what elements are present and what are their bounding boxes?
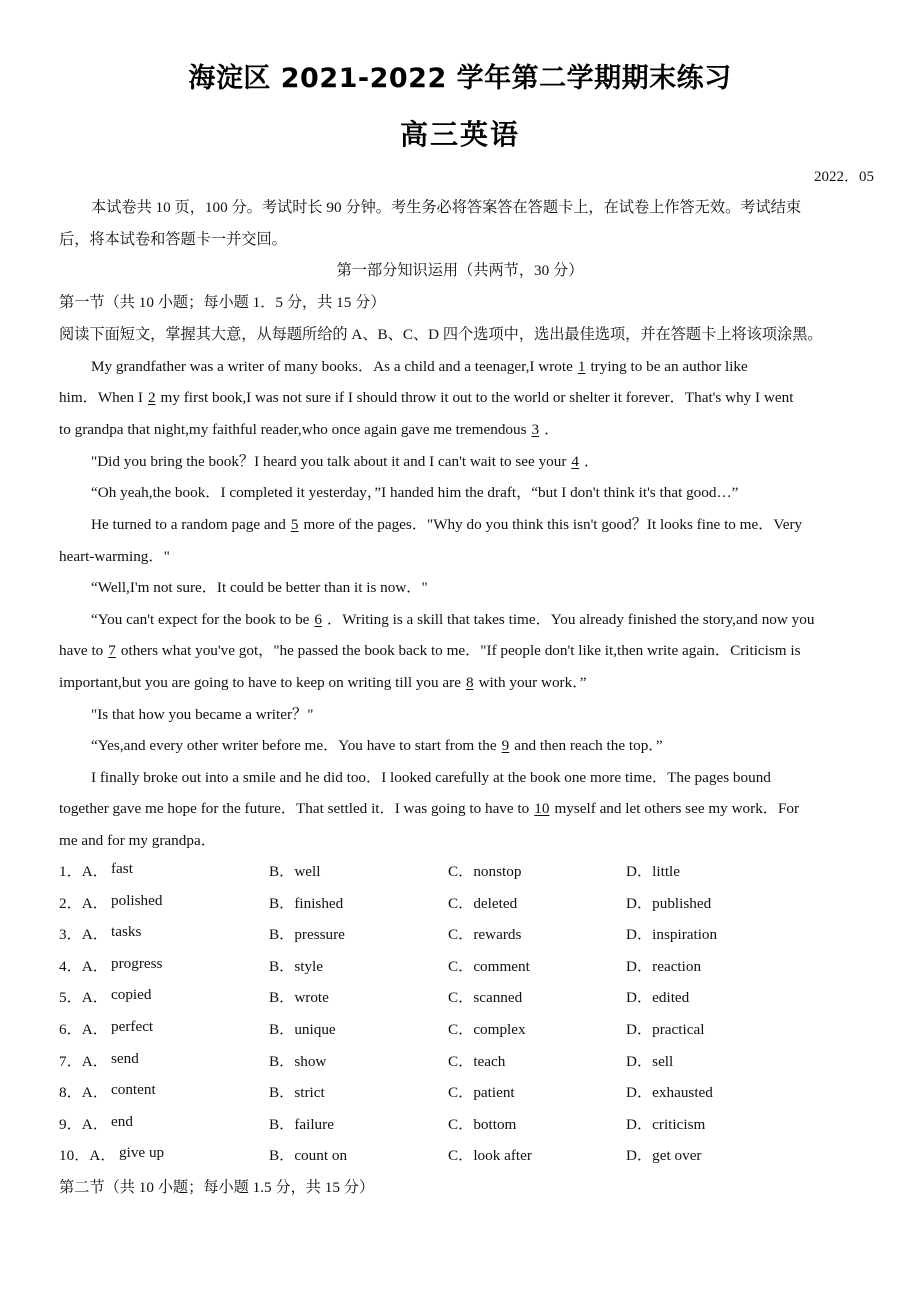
option-d: D．inspiration xyxy=(626,926,718,943)
question-number: 10．A． xyxy=(59,1147,116,1164)
option-b: B．wrote xyxy=(269,989,329,1006)
passage-line: "Did you bring the book？I heard you talk about it and I can't wait to see your 4 ． xyxy=(91,453,600,470)
blank-4: 4 xyxy=(571,453,580,470)
blank-5: 5 xyxy=(290,516,299,533)
passage-line: He turned to a random page and 5 more of the pages．"Why do you think this isn't good？It looks fine to me．Very xyxy=(91,516,803,533)
passage-line: "Is that how you became a writer？" xyxy=(91,706,314,723)
question-number: 6．A． xyxy=(59,1021,108,1038)
option-d: D．edited xyxy=(626,989,690,1006)
passage-line: him．When I 2 my first book,I was not sure if I should throw it out to the world or shelter it forever．That's why I went xyxy=(59,389,794,406)
passage-line: together gave me hope for the future．That settled it．I was going to have to 10 myself and let others see my work．For xyxy=(59,800,800,817)
option-b: B．finished xyxy=(269,895,344,912)
option-b: B．strict xyxy=(269,1084,325,1101)
blank-6: 6 xyxy=(314,611,322,628)
option-b: B．count on xyxy=(269,1147,348,1164)
passage-line: My grandfather was a writer of many books．As a child and a teenager,I wrote 1 trying to be an author like xyxy=(91,358,748,375)
option-b: B．unique xyxy=(269,1021,336,1038)
option-d: D．get over xyxy=(626,1147,702,1164)
option-c: C．comment xyxy=(448,958,530,975)
blank-3: 3 xyxy=(531,421,540,438)
option-a: polished xyxy=(111,892,163,909)
option-a: content xyxy=(111,1081,156,1098)
blank-9: 9 xyxy=(501,737,510,754)
passage-line: me and for my grandpa． xyxy=(59,832,216,849)
option-a: give up xyxy=(119,1144,165,1161)
section2-title: 第二节（共 10 小题；每小题 1.5 分，共 15 分） xyxy=(59,1179,375,1196)
option-c: C．deleted xyxy=(448,895,518,912)
option-b: B．failure xyxy=(269,1116,334,1133)
option-c: C．bottom xyxy=(448,1116,517,1133)
option-c: C．teach xyxy=(448,1053,506,1070)
option-a: tasks xyxy=(111,923,142,940)
option-a: copied xyxy=(111,986,152,1003)
blank-1: 1 xyxy=(577,358,586,375)
question-number: 2．A． xyxy=(59,895,108,912)
option-c: C．complex xyxy=(448,1021,526,1038)
option-b: B．well xyxy=(269,863,321,880)
blank-10: 10 xyxy=(534,800,550,817)
passage-line: “Well,I'm not sure．It could be better than it is now．" xyxy=(91,579,428,596)
question-number: 9．A． xyxy=(59,1116,108,1133)
blank-2: 2 xyxy=(147,389,156,406)
section1-instruction: 阅读下面短文，掌握其大意，从每题所给的 A、B、C、D 四个选项中，选出最佳选项，并在答题卡上将该项涂黑。 xyxy=(59,326,823,343)
part1-title: 第一部分知识运用（共两节，30 分） xyxy=(336,262,584,279)
passage-line: important,but you are going to have to keep on writing till you are 8 with your work．” xyxy=(59,674,587,691)
passage-line: heart-warming．" xyxy=(59,548,170,565)
option-c: C．patient xyxy=(448,1084,515,1101)
option-d: D．criticism xyxy=(626,1116,706,1133)
question-number: 4．A． xyxy=(59,958,108,975)
passage-line: “Oh yeah,the book．I completed it yesterday，”I handed him the draft，“but I don't think it's that good…” xyxy=(91,484,739,501)
option-d: D．little xyxy=(626,863,680,880)
question-number: 5．A． xyxy=(59,989,108,1006)
option-b: B．style xyxy=(269,958,324,975)
passage-line: “Yes,and every other writer before me．You have to start from the 9 and then reach the top．” xyxy=(91,737,663,754)
blank-7: 7 xyxy=(108,642,116,659)
instructions-line-2: 后，将本试卷和答题卡一并交回。 xyxy=(59,231,287,248)
passage-line: have to 7 others what you've got，"he passed the book back to me．"If people don't like it,then write again．Criticism is xyxy=(59,642,801,659)
option-c: C．rewards xyxy=(448,926,522,943)
question-number: 7．A． xyxy=(59,1053,108,1070)
question-number: 3．A． xyxy=(59,926,108,943)
option-d: D．reaction xyxy=(626,958,702,975)
option-b: B．pressure xyxy=(269,926,345,943)
passage-line: to grandpa that night,my faithful reader,who once again gave me tremendous 3 ． xyxy=(59,421,560,438)
option-d: D．exhausted xyxy=(626,1084,713,1101)
option-a: end xyxy=(111,1113,133,1130)
exam-date: 2022．05 xyxy=(813,169,874,185)
option-c: C．scanned xyxy=(448,989,523,1006)
option-a: perfect xyxy=(111,1018,154,1035)
option-b: B．show xyxy=(269,1053,327,1070)
option-d: D．sell xyxy=(626,1053,674,1070)
blank-8: 8 xyxy=(465,674,474,691)
question-number: 8．A． xyxy=(59,1084,108,1101)
option-a: send xyxy=(111,1050,139,1067)
option-d: D．practical xyxy=(626,1021,705,1038)
exam-subtitle: 高三英语 xyxy=(399,118,520,151)
exam-title: 海淀区 2021-2022 学年第二学期期末练习 xyxy=(188,63,732,94)
option-c: C．look after xyxy=(448,1147,532,1164)
section1-title: 第一节（共 10 小题；每小题 1．5 分，共 15 分） xyxy=(59,294,386,311)
passage-line: I finally broke out into a smile and he did too．I looked carefully at the book one more time．The pages bound xyxy=(91,769,771,786)
question-number: 1．A． xyxy=(59,863,108,880)
instructions-line-1: 本试卷共 10 页，100 分。考试时长 90 分钟。考生务必将答案答在答题卡上，在试卷上作答无效。考试结束 xyxy=(91,199,802,216)
passage-line: “You can't expect for the book to be 6 ．Writing is a skill that takes time．You already finished the story,and now you xyxy=(91,611,815,628)
option-d: D．published xyxy=(626,895,712,912)
option-a: progress xyxy=(111,955,163,972)
option-a: fast xyxy=(111,860,133,877)
option-c: C．nonstop xyxy=(448,863,522,880)
